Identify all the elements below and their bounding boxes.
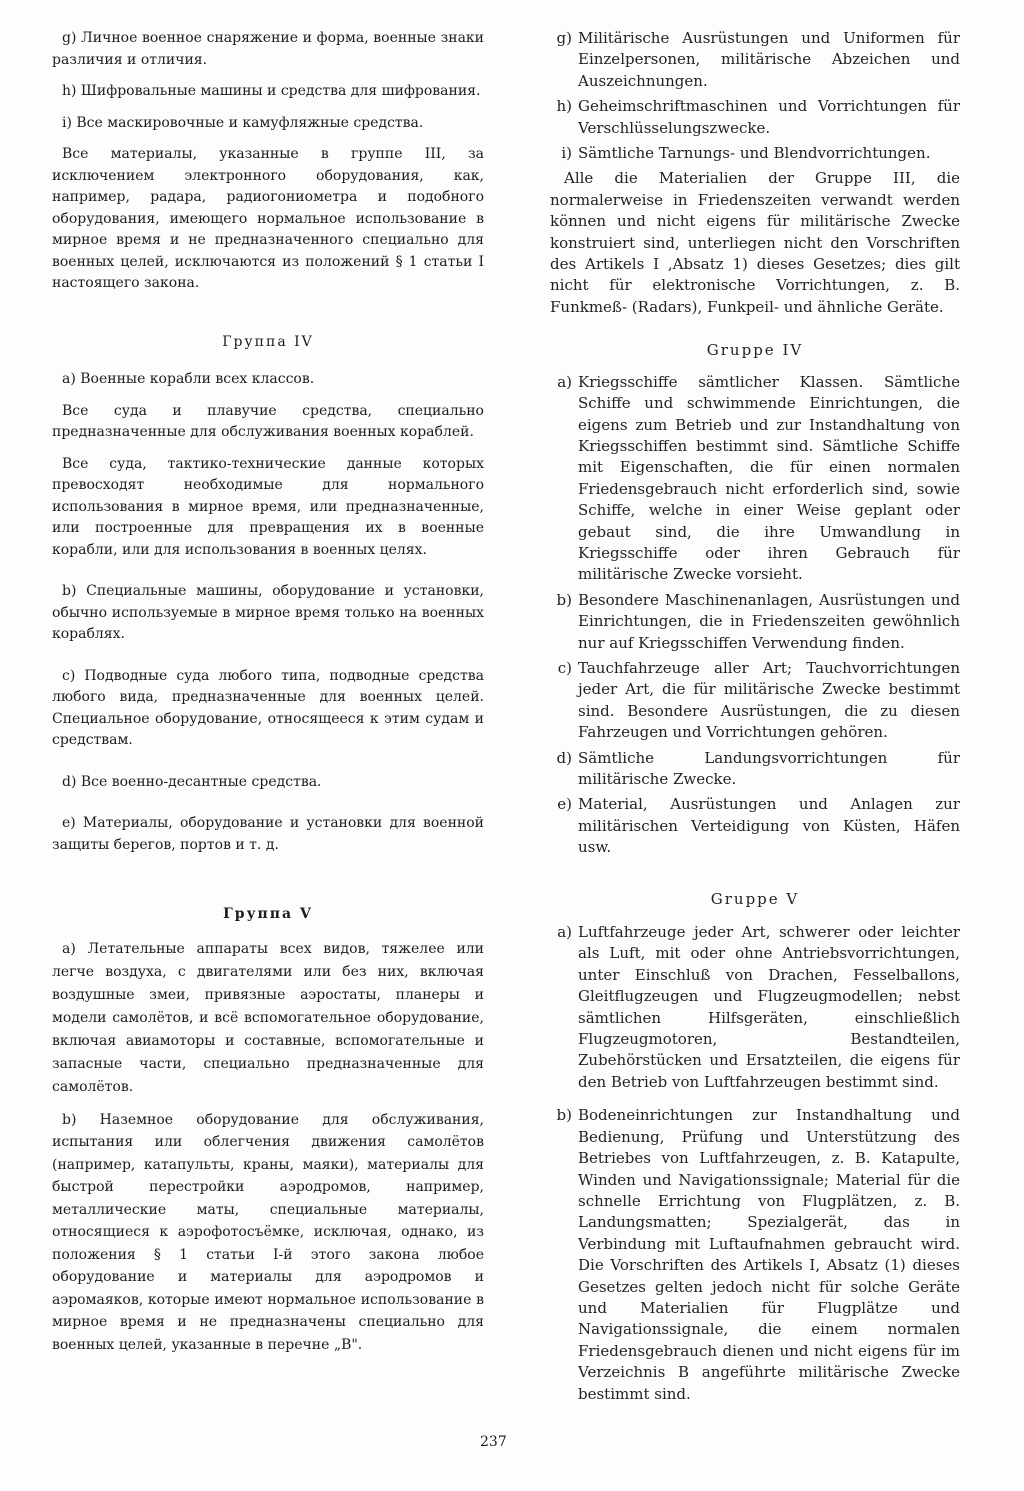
- de-group4-heading: Gruppe IV: [706, 341, 804, 360]
- de-item-i-label: i): [561, 144, 572, 163]
- de-g4-c-label: c): [557, 658, 572, 677]
- de-group5-heading: Gruppe V: [710, 889, 800, 908]
- de-g4-c-text: Tauchfahrzeuge aller Art; Tauchvorrichtungen jeder Art, die für militärische Zwecke bestimmt sind. Besondere Ausrüstungen, die zu diesen Fahrzeugen und Vorrichtungen gehören.: [578, 658, 960, 742]
- de-g5-a-text: Luftfahrzeuge jeder Art, schwerer oder leichter als Luft, mit oder ohne Antriebsvorrichtungen, unter Einschluß von Drachen, Fesselballons, Gleitflugzeugen und Flugzeugmodellen; nebst sämtlichen Hilfsgeräten, einschließlich Flugzeugmotoren, Bestandteilen, Zubehörstücken und Ersatzteilen, die eigens für den Betrieb von Luftfahrzeugen bestimmt sind.: [578, 923, 960, 1091]
- de-item-h-label: h): [556, 97, 572, 116]
- de-g4-b: [550, 590, 960, 654]
- de-item-g-label: g): [556, 29, 572, 47]
- ru-g4-a: а) Военные корабли всех классов.: [62, 371, 315, 387]
- de-item-g: [550, 28, 960, 92]
- ru-item-h: h) Шифровальные машины и средства для шифрования.: [62, 83, 481, 99]
- german-column: [550, 28, 960, 1409]
- de-g4-b-label: b): [556, 590, 572, 609]
- ru-item-i: i) Все маскировочные и камуфляжные средства.: [62, 114, 424, 131]
- de-g4-a: [550, 372, 960, 586]
- de-g4-c: [550, 658, 960, 744]
- ru-g4-a3: Все суда, тактико-технические данные которых превосходят необходимые для нормального использования в мирное время, или предназначенные, или построенные для превращения их в военные корабли, или для использования в военных целях.: [52, 455, 484, 558]
- de-g4-a-label: a): [557, 372, 572, 391]
- de-item-i-text: Sämtliche Tarnungs- und Blendvorrichtungen.: [578, 144, 931, 163]
- ru-g4-a2: Все суда и плавучие средства, специально предназначенные для обслуживания военных кораблей.: [52, 402, 484, 440]
- de-g4-d: [550, 748, 960, 791]
- de-g5-b-text: Bodeneinrichtungen zur Instandhaltung und Bedienung, Prüfung und Unterstützung des Betriebes von Luftfahrzeugen, z. B. Katapulte, Winden und Navigationssignale; Material für die schnelle Errichtung von Flugplätzen, z. B. Landungsmatten; Spezialgerät, das in Verbindung mit Luftaufnahmen gebraucht wird. Die Vorschriften des Artikels I, Absatz (1) dieses Gesetzes gelten jedoch nicht für solche Geräte und Materialien für Flugplätze und Navigationssignale, die einem normalen Friedensgebrauch dienen und nicht eigens für im Verzeichnis B angeführte militärische Zwecke bestimmt sind.: [578, 1106, 960, 1403]
- ru-g4-c: с) Подводные суда любого типа, подводные средства любого вида, предназначенные для военных целей. Специальное оборудование, относящееся к этим судам и средствам.: [52, 667, 484, 748]
- ru-group3-note: Все материалы, указанные в группе III, за исключением электронного оборудования, как, например, радара, радиогониометра и подобного оборудования, имеющего нормальное использование в мирное время и не предназначенного специально для военных целей, исключаются из положений § 1 статьи I настоящего закона.: [52, 146, 484, 291]
- de-item-i: [550, 143, 960, 164]
- de-g4-a-text: Kriegsschiffe sämtlicher Klassen. Sämtliche Schiffe und schwimmende Einrichtungen, die eigens zum Betrieb und zur Instandhaltung von Kriegsschiffen bestimmt sind. Sämtliche Schiffe mit Eigenschaften, die für einen normalen Friedensgebrauch nicht erforderlich sind, sowie Schiffe, welche in einer Weise geplant oder gebaut sind, die ihre Umwandlung in Kriegsschiffe oder ihren Gebrauch für militärische Zwecke vorsieht.: [578, 372, 960, 584]
- ru-g5-b: b) Наземное оборудование для обслуживания, испытания или облегчения движения самолётов (например, катапульты, краны, маяки), материалы для быстрой перестройки аэродромов, например, металлические маты, специальные материалы, относящиеся к аэрофотосъёмке, исключая, однако, из положения § 1 статьи I-й этого закона любое оборудование и материалы для аэродромов и аэромаяков, которые имеют нормальное использование в мирное время и не предназначены специально для военных целей, указанные в перечне „В".: [52, 1111, 484, 1353]
- ru-group5-heading: Группа V: [223, 906, 313, 922]
- de-g4-e-label: e): [557, 795, 572, 814]
- de-g5-a-label: a): [557, 923, 572, 942]
- russian-column: [52, 28, 484, 1356]
- de-g5-a: [550, 922, 960, 1093]
- ru-g4-e: е) Материалы, оборудование и установки для военной защиты берегов, портов и т. д.: [52, 815, 484, 853]
- ru-g4-d: d) Все военно-десантные средства.: [62, 773, 322, 790]
- ru-group4-heading: Группа IV: [222, 333, 314, 350]
- page-number: 237: [480, 1434, 507, 1450]
- de-g4-d-text: Sämtliche Landungsvorrichtungen für militärische Zwecke.: [578, 748, 960, 788]
- ru-item-g: g) Личное военное снаряжение и форма, военные знаки различия и отличия.: [52, 30, 484, 68]
- de-g5-b-label: b): [556, 1106, 572, 1125]
- de-item-g-text: Militärische Ausrüstungen und Uniformen für Einzelpersonen, militärische Abzeichen und Auszeichnungen.: [578, 29, 960, 90]
- de-item-h-text: Geheimschriftmaschinen und Vorrichtungen für Verschlüsselungszwecke.: [578, 97, 960, 137]
- de-g5-b: [550, 1105, 960, 1405]
- de-g4-e-text: Material, Ausrüstungen und Anlagen zur militärischen Verteidigung von Küsten, Häfen usw.: [578, 795, 960, 857]
- ru-g4-b: b) Специальные машины, оборудование и установки, обычно используемые в мирное время только на военных кораблях.: [52, 583, 484, 642]
- de-group3-note: Alle die Materialien der Gruppe III, die normalerweise in Friedenszeiten verwandt werden können und nicht eigens für militärische Zwecke konstruiert sind, unterliegen nicht den Vorschriften des Artikels I ,Absatz 1) dieses Gesetzes; dies gilt nicht für elektronische Vorrichtungen, z. B. Funkmeß- (Radars), Funkpeil- und ähnliche Geräte.: [550, 169, 960, 316]
- de-item-h: [550, 96, 960, 139]
- de-g4-b-text: Besondere Maschinenanlagen, Ausrüstungen und Einrichtungen, die in Friedenszeiten gewöhnlich nur auf Kriegsschiffen Verwendung finden.: [578, 590, 960, 652]
- de-g4-e: [550, 794, 960, 858]
- de-g4-d-label: d): [556, 748, 572, 767]
- ru-g5-a: а) Летательные аппараты всех видов, тяжелее или легче воздуха, с двигателями или без них, включая воздушные змеи, привязные аэростаты, планеры и модели самолётов, и всё вспомогательное оборудование, включая авиамоторы и составные, вспомогательные и запасные части, специально предназначенные для самолётов.: [52, 940, 484, 1095]
